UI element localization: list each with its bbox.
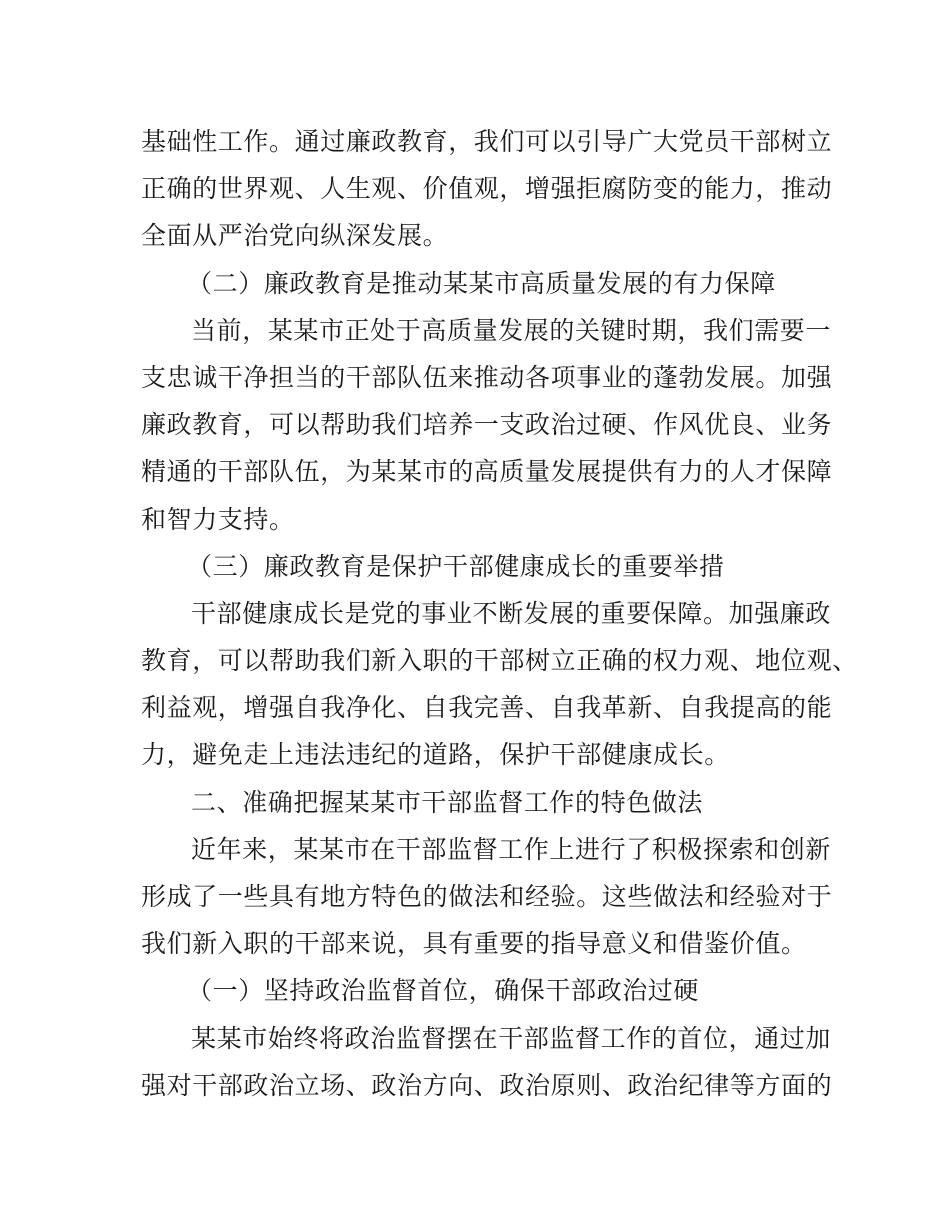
text-line: 廉政教育，可以帮助我们培养一支政治过硬、作风优良、业务 [141, 410, 833, 440]
document-body [141, 118, 858, 1109]
section-subheading: （三）廉政教育是保护干部健康成长的重要举措 [187, 551, 725, 581]
text-line: 和智力支持。 [141, 504, 295, 534]
text-line: 正确的世界观、人生观、价值观，增强拒腐防变的能力，推动 [141, 174, 833, 204]
text-line: 教育，可以帮助我们新入职的干部树立正确的权力观、地位观、 [141, 646, 858, 676]
text-line: 精通的干部队伍，为某某市的高质量发展提供有力的人才保障 [141, 457, 833, 487]
text-line: 强对干部政治立场、政治方向、政治原则、政治纪律等方面的 [141, 1070, 833, 1100]
text-line: 形成了一些具有地方特色的做法和经验。这些做法和经验对于 [141, 882, 833, 911]
section-subheading: （二）廉政教育是推动某某市高质量发展的有力保障 [187, 268, 776, 298]
section-heading: 二、准确把握某某市干部监督工作的特色做法 [191, 787, 704, 817]
paragraph-first-line: 干部健康成长是党的事业不断发展的重要保障。加强廉政 [191, 598, 832, 628]
text-line: 基础性工作。通过廉政教育，我们可以引导广大党员干部树立 [141, 127, 833, 156]
paragraph-first-line: 近年来，某某市在干部监督工作上进行了积极探索和创新 [191, 834, 832, 864]
section-subheading: （一）坚持政治监督首位，确保干部政治过硬 [187, 976, 700, 1006]
text-line: 全面从严治党向纵深发展。 [141, 221, 449, 251]
text-line: 支忠诚干净担当的干部队伍来推动各项事业的蓬勃发展。加强 [141, 362, 833, 392]
paragraph-first-line: 当前，某某市正处于高质量发展的关键时期，我们需要一 [191, 315, 832, 345]
text-line: 力，避免走上违法违纪的道路，保护干部健康成长。 [141, 740, 730, 770]
text-line: 利益观，增强自我净化、自我完善、自我革新、自我提高的能 [141, 693, 833, 723]
text-line: 我们新入职的干部来说，具有重要的指导意义和借鉴价值。 [141, 929, 807, 959]
paragraph-first-line: 某某市始终将政治监督摆在干部监督工作的首位，通过加 [191, 1023, 832, 1053]
